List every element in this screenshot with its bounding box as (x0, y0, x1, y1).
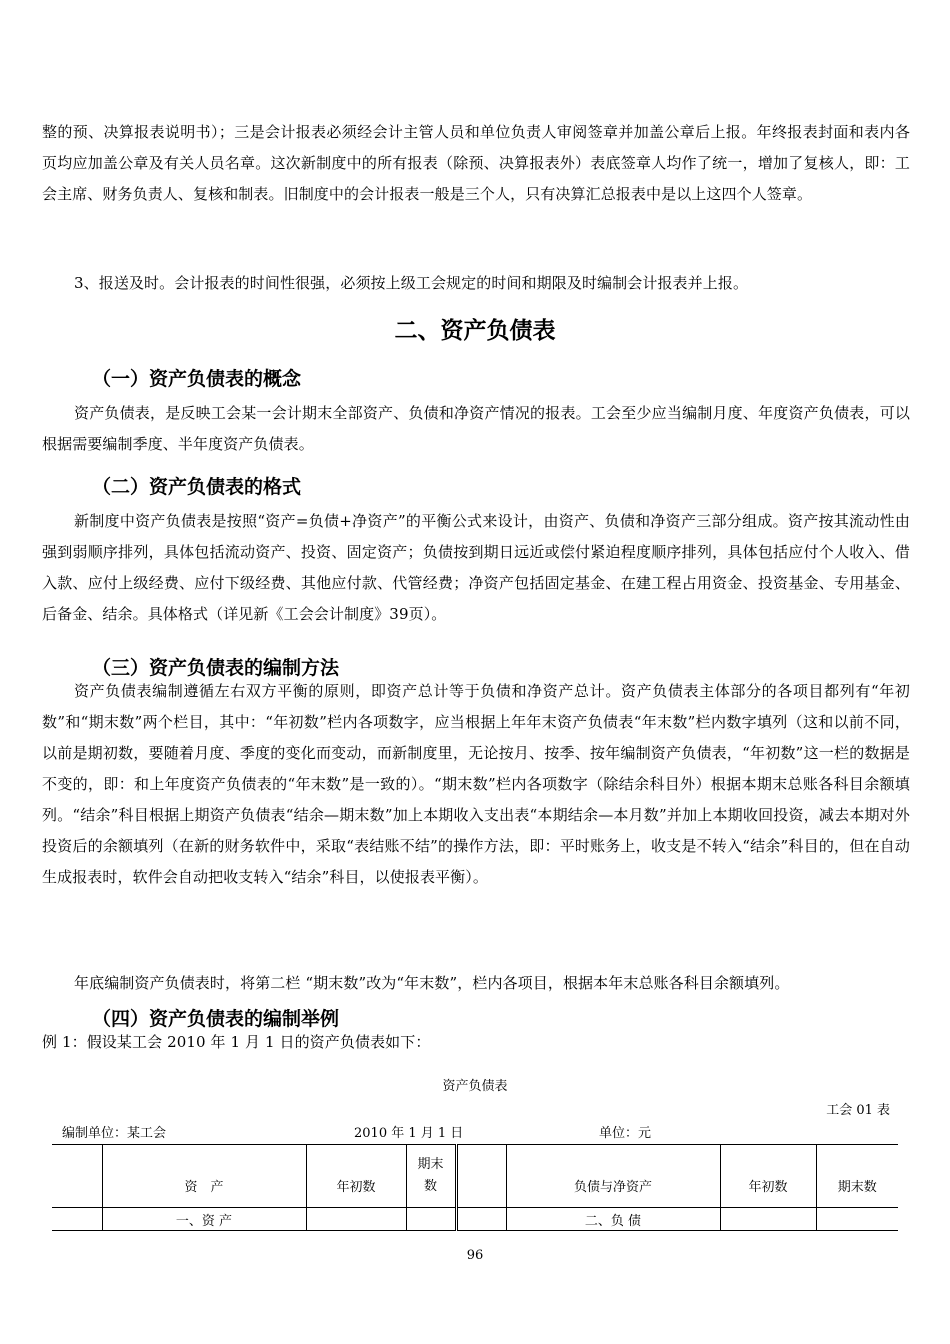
page-number: 96 (466, 1248, 484, 1263)
section-title-balance-sheet: 二、资产负债表 (394, 318, 556, 344)
table-header-blank-right (456, 1145, 506, 1208)
report-date: 2010 年 1 月 1 日 (354, 1126, 464, 1141)
table-row (52, 1208, 898, 1231)
cell-empty (306, 1208, 406, 1231)
paragraph-example-intro: 例 1：假设某工会 2010 年 1 月 1 日的资产负债表如下： (42, 1033, 431, 1051)
subsection-title-concept: （一）资产负债表的概念 (92, 368, 302, 390)
paragraph-method: 资产负债表编制遵循左右双方平衡的原则，即资产总计等于负债和净资产总计。资产负债表主体部分的各项目都列有“年初数”和“期末数”两个栏目，其中：“年初数”栏内各项数字，应当根据上年年末资产负债表“年末数”栏内数字填列（这和以前不同，以前是期初数，要随着月度、季度的变化而变动，而新制度里，无论按月、按季、按年编制资产负债表，“年初数”这一栏的数据是不变的，即：和上年度资产负债表的“年末数”是一致的）。“期末数”栏内各项数字（除结余科目外）根据本期末总账各科目余额填列。“结余”科目根据上期资产负债表“结余—期末数”加上本期收入支出表“本期结余—本月数”并加上本期收回投资，减去本期对外投资后的余额填列（在新的财务软件中，采取“表结账不结”的操作方法，即：平时账务上，收支是不转入“结余”科目的，但在自动生成报表时，软件会自动把收支转入“结余”科目，以使报表平衡）。 (42, 682, 910, 886)
row-assets-label: 一、资 产 (102, 1208, 306, 1231)
paragraph-timely-submission: 3、报送及时。会计报表的时间性很强，必须按上级工会规定的时间和期限及时编制会计报表并上报。 (74, 274, 749, 292)
subsection-title-method: （三）资产负债表的编制方法 (92, 657, 340, 679)
table-title: 资产负债表 (442, 1079, 508, 1094)
header-assets: 资 产 (102, 1145, 306, 1208)
header-closing-right: 期末数 (816, 1145, 898, 1208)
header-closing-left: 期末数 (406, 1145, 456, 1208)
row-liabilities-label: 二、负 债 (506, 1208, 720, 1231)
currency-unit: 单位：元 (599, 1126, 652, 1141)
cell-empty (456, 1208, 506, 1231)
table-header-blank (52, 1145, 102, 1208)
paragraph-year-end: 年底编制资产负债表时，将第二栏 “期末数”改为“年末数”，栏内各项目，根据本年末总账各科目余额填列。 (74, 974, 790, 992)
balance-sheet-table (52, 1144, 898, 1231)
table-header-row (52, 1145, 898, 1208)
paragraph-report-signing: 整的预、决算报表说明书）；三是会计报表必须经会计主管人员和单位负责人审阅签章并加盖公章后上报。年终报表封面和表内各页均应加盖公章及有关人员名章。这次新制度中的所有报表（除预、决算报表外）表底签章人均作了统一，增加了复核人，即：工会主席、财务负责人、复核和制表。旧制度中的会计报表一般是三个人，只有决算汇总报表中是以上这四个人签章。 (42, 123, 910, 203)
cell-empty (816, 1208, 898, 1231)
preparing-unit: 编制单位：某工会 (62, 1126, 167, 1141)
header-opening-left: 年初数 (306, 1145, 406, 1208)
cell-empty (720, 1208, 816, 1231)
header-opening-right: 年初数 (720, 1145, 816, 1208)
subsection-title-example: （四）资产负债表的编制举例 (92, 1008, 340, 1030)
paragraph-concept: 资产负债表，是反映工会某一会计期末全部资产、负债和净资产情况的报表。工会至少应当编制月度、年度资产负债表，可以根据需要编制季度、半年度资产负债表。 (42, 404, 910, 453)
header-liabilities: 负债与净资产 (506, 1145, 720, 1208)
paragraph-format: 新制度中资产负债表是按照“资产=负债+净资产”的平衡公式来设计，由资产、负债和净资产三部分组成。资产按其流动性由强到弱顺序排列，具体包括流动资产、投资、固定资产；负债按到期日远近或偿付紧迫程度顺序排列，具体包括应付个人收入、借入款、应付上级经费、应付下级经费、其他应付款、代管经费；净资产包括固定基金、在建工程占用资金、投资基金、专用基金、后备金、结余。具体格式（详见新《工会会计制度》39页）。 (42, 512, 910, 623)
cell-empty (406, 1208, 456, 1231)
form-number: 工会 01 表 (826, 1103, 890, 1118)
subsection-title-format: （二）资产负债表的格式 (92, 476, 302, 498)
